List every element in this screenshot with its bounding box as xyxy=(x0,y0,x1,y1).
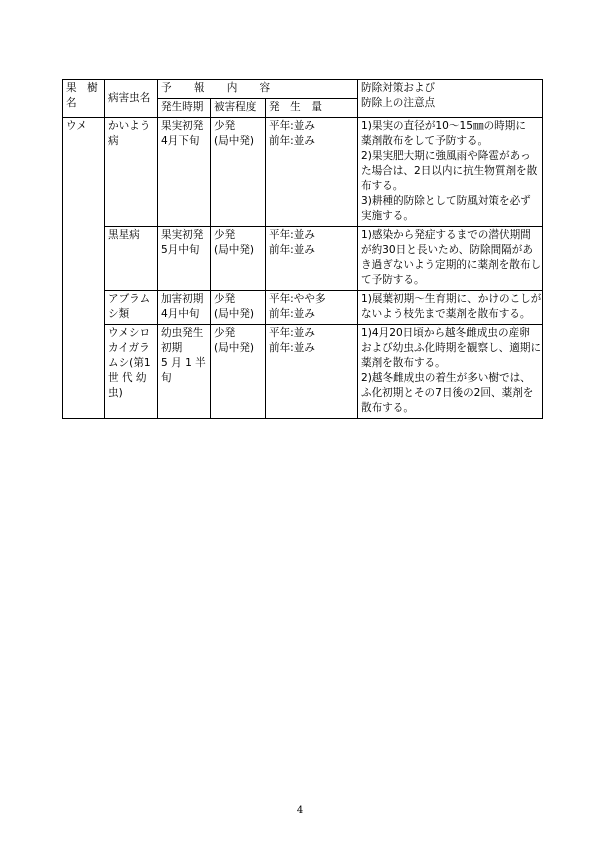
measures-line: 3)耕種的防除として防風対策を必ず xyxy=(361,195,531,207)
pest-line: シ類 xyxy=(108,308,130,320)
damage-line: (局中発) xyxy=(214,342,255,354)
timing-line: 4月下旬 xyxy=(161,135,200,147)
header-measures xyxy=(358,80,543,118)
timing-cell xyxy=(158,291,211,325)
timing-line: 4月中旬 xyxy=(161,308,200,320)
measures-line: 散布する。 xyxy=(361,402,414,414)
header-fruit-line-2: 名 xyxy=(66,97,77,109)
timing-line: 初期 xyxy=(161,342,183,354)
header-amount: 発 生 量 xyxy=(266,99,358,118)
measures-line: 実施する。 xyxy=(361,210,414,222)
damage-cell xyxy=(211,227,266,291)
measures-line: 薬剤散布をして予防する。 xyxy=(361,135,489,147)
amount-line: 前年:並み xyxy=(269,135,315,147)
fruit-name-cell: ウメ xyxy=(63,118,105,419)
timing-cell xyxy=(158,227,211,291)
measures-line: 1)果実の直径が10～15㎜の時期に xyxy=(361,120,526,132)
damage-cell xyxy=(211,291,266,325)
pest-line: アブラム xyxy=(108,293,151,305)
pest-line: 病 xyxy=(108,135,119,147)
pest-line: カイガラ xyxy=(108,342,150,354)
pest-cell xyxy=(105,227,158,291)
timing-line: 果実初発 xyxy=(161,229,204,241)
table-row xyxy=(63,118,543,227)
table-row xyxy=(63,227,543,291)
measures-line: および幼虫ふ化時期を観察し、適期に xyxy=(361,342,542,354)
amount-line: 平年:並み xyxy=(269,120,315,132)
header-damage: 被害程度 xyxy=(211,99,266,118)
pest-line: かいよう xyxy=(108,120,151,132)
amount-cell xyxy=(266,227,358,291)
measures-line: が約30日と長いため、防除間隔があ xyxy=(361,244,533,256)
measures-line: ないよう枝先まで薬剤を散布する。 xyxy=(361,308,531,320)
pest-line: ムシ(第1 xyxy=(108,357,151,369)
header-forecast-content xyxy=(158,80,358,99)
amount-cell xyxy=(266,325,358,419)
measures-line: た場合は、2日以内に抗生物質剤を散 xyxy=(361,165,538,177)
header-forecast-label: 予 報 内 容 xyxy=(161,82,276,94)
measures-cell xyxy=(358,118,543,227)
damage-line: 少発 xyxy=(214,120,236,132)
measures-line: 2)果実肥大期に強風雨や降雹があっ xyxy=(361,150,531,162)
forecast-table xyxy=(62,79,543,419)
amount-line: 平年:やや多 xyxy=(269,293,326,305)
pest-cell xyxy=(105,325,158,419)
header-measures-line-1: 防除対策および xyxy=(361,82,436,94)
timing-line: 果実初発 xyxy=(161,120,204,132)
damage-line: (局中発) xyxy=(214,135,255,147)
timing-cell xyxy=(158,325,211,419)
header-fruit-line-1: 果 樹 xyxy=(66,82,98,94)
damage-line: (局中発) xyxy=(214,244,255,256)
table-row xyxy=(63,291,543,325)
table-row xyxy=(63,325,543,419)
measures-line: て予防する。 xyxy=(361,274,425,286)
measures-line: き過ぎないよう定期的に薬剤を散布し xyxy=(361,259,542,271)
header-measures-line-2: 防除上の注意点 xyxy=(361,97,436,109)
measures-line: 薬剤を散布する。 xyxy=(361,357,446,369)
timing-line: 5月中旬 xyxy=(161,244,200,256)
pest-line: 虫) xyxy=(108,387,123,399)
measures-line: 1)4月20日頃から越冬雌成虫の産卵 xyxy=(361,327,530,339)
pest-cell xyxy=(105,291,158,325)
pest-line: 黒星病 xyxy=(108,229,140,241)
measures-cell xyxy=(358,325,543,419)
amount-line: 前年:並み xyxy=(269,308,315,320)
measures-line: ふ化初期とその7日後の2回、薬剤を xyxy=(361,387,534,399)
timing-line: 旬 xyxy=(161,372,172,384)
damage-line: 少発 xyxy=(214,327,236,339)
amount-line: 前年:並み xyxy=(269,342,315,354)
damage-line: 少発 xyxy=(214,229,236,241)
measures-cell xyxy=(358,227,543,291)
pest-line: 世 代 幼 xyxy=(108,372,147,384)
amount-cell xyxy=(266,291,358,325)
header-timing: 発生時期 xyxy=(158,99,211,118)
pest-cell xyxy=(105,118,158,227)
damage-line: (局中発) xyxy=(214,308,255,320)
amount-line: 前年:並み xyxy=(269,244,315,256)
timing-line: 5 月 1 半 xyxy=(161,357,206,369)
pest-line: ウメシロ xyxy=(108,327,151,339)
damage-line: 少発 xyxy=(214,293,236,305)
timing-line: 加害初期 xyxy=(161,293,204,305)
amount-line: 平年:並み xyxy=(269,229,315,241)
header-fruit-name xyxy=(63,80,105,118)
timing-line: 幼虫発生 xyxy=(161,327,204,339)
damage-cell xyxy=(211,118,266,227)
measures-line: 1)展葉初期～生育期に、かけのこしが xyxy=(361,293,542,305)
measures-line: 1)感染から発症するまでの潜伏期間 xyxy=(361,229,531,241)
page-number: 4 xyxy=(296,805,304,816)
measures-line: 布する。 xyxy=(361,180,404,192)
measures-cell xyxy=(358,291,543,325)
damage-cell xyxy=(211,325,266,419)
measures-line: 2)越冬雌成虫の着生が多い樹では、 xyxy=(361,372,531,384)
header-row-1 xyxy=(63,80,543,99)
amount-cell xyxy=(266,118,358,227)
header-pest-name: 病害虫名 xyxy=(105,80,158,118)
amount-line: 平年:並み xyxy=(269,327,315,339)
timing-cell xyxy=(158,118,211,227)
